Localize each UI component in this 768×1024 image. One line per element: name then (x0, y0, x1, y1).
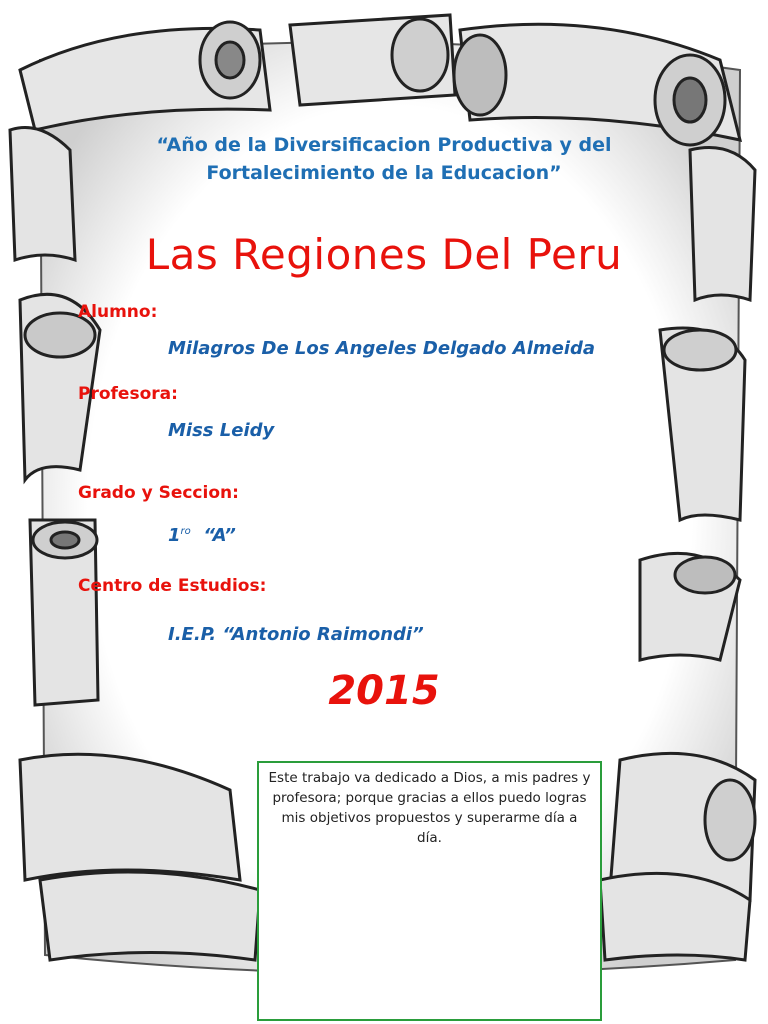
grade-number: 1 (168, 525, 181, 546)
student-value: Milagros De Los Angeles Delgado Almeida (168, 338, 596, 359)
school-value: I.E.P. “Antonio Raimondi” (168, 624, 424, 645)
motto-line-2: Fortalecimiento de la Educacion” (206, 162, 562, 184)
motto-line-1: “Año de la Diversificacion Productiva y del (156, 134, 612, 156)
dedication-box (257, 761, 602, 1021)
year: 2015 (328, 668, 440, 714)
page-title: Las Regiones Del Peru (145, 230, 623, 279)
teacher-value: Miss Leidy (168, 420, 275, 441)
grade-ordinal: ro (180, 526, 191, 537)
student-label: Alumno: (78, 302, 158, 322)
teacher-label: Profesora: (78, 384, 178, 404)
grade-label: Grado y Seccion: (78, 483, 239, 503)
school-label: Centro de Estudios: (78, 576, 267, 596)
dedication-text: Este trabajo va dedicado a Dios, a mis padres y profesora; porque gracias a ellos puedo logras mis objetivos propuestos y superarme día a día. (268, 770, 591, 846)
grade-value (168, 525, 236, 546)
grade-section: “A” (203, 525, 236, 546)
